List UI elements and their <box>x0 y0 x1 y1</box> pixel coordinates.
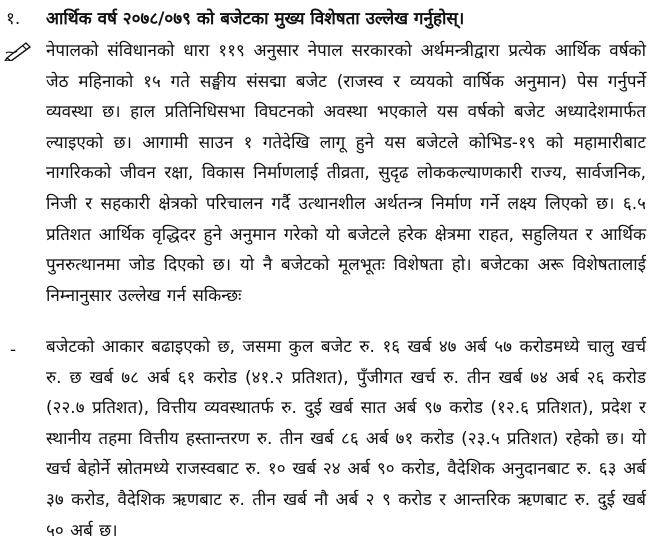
bullet-dash: - <box>10 340 17 360</box>
list-item: बजेटको आकार बढाइएको छ, जसमा कुल बजेट रु. १६ खर्ब ४७ अर्ब ५७ करोडमध्ये चालु खर्च रु. छ खर्ब ७८ अर्ब ६१ करोड (४१.२ प्रतिशत), पुँजीगत खर्च रु. तीन खर्ब ७४ अर्ब २६ करोड (२२.७ प्रतिशत), वित्तीय व्यवस्थातर्फ रु. दुई खर्ब सात अर्ब ९७ करोड (१२.६ प्रतिशत), प्रदेश र स्थानीय तहमा वित्तीय हस्तान्तरण रु. तीन खर्ब ८६ अर्ब ७१ करोड (२३.५ प्रतिशत) रहेको छ। यो खर्च बेहोर्ने स्रोतमध्ये राजस्वबाट रु. १० खर्ब २४ अर्ब ९० करोड, वैदेशिक अनुदानबाट रु. ६३ अर्ब ३७ करोड, वैदेशिक ऋणबाट रु. तीन खर्ब नौ अर्ब २ ९ करोड र आन्तरिक ऋणबाट रु. दुई खर्ब ५० अर्ब छ। <box>46 337 646 541</box>
answer-paragraph: नेपालको संविधानको धारा ११९ अनुसार नेपाल सरकारको अर्थमन्त्रीद्वारा प्रत्येक आर्थिक वर्षको जेठ महिनाको १५ गते सङ्घीय संसद्मा बजेट (राजस्व र व्ययको वार्षिक अनुमान) पेस गर्नुपर्ने व्यवस्था छ। हाल प्रतिनिधिसभा विघटनको अवस्था भएकाले यस वर्षको बजेट अध्यादेशमार्फत ल्याइएको छ। आगामी साउन १ गतेदेखि लागू हुने यस बजेटले कोभिड-१९ को महामारीबाट नागरिकको जीवन रक्षा, विकास निर्माणलाई तीव्रता, सुदृढ लोककल्याणकारी राज्य, सार्वजनिक, निजी र सहकारी क्षेत्रको परिचालन गर्दै उत्थानशील अर्थतन्त्र निर्माण गर्ने लक्ष्य लिएको छ। ६.५ प्रतिशत आर्थिक वृद्धिदर हुने अनुमान गरेको यो बजेटले हरेक क्षेत्रमा राहत, सहुलियत र आर्थिक पुनरुत्थानमा जोड दिएको छ। यो नै बजेटको मूलभूतः विशेषता हो। बजेटका अरू विशेषतालाई निम्नानुसार उल्लेख गर्न सकिन्छः <box>46 41 646 306</box>
question-number: १. <box>6 9 21 29</box>
pen-writing-icon <box>4 39 34 61</box>
question-heading: आर्थिक वर्ष २०७८/०७९ को बजेटका मुख्य विशेषता उल्लेख गर्नुहोस्। <box>46 9 465 29</box>
